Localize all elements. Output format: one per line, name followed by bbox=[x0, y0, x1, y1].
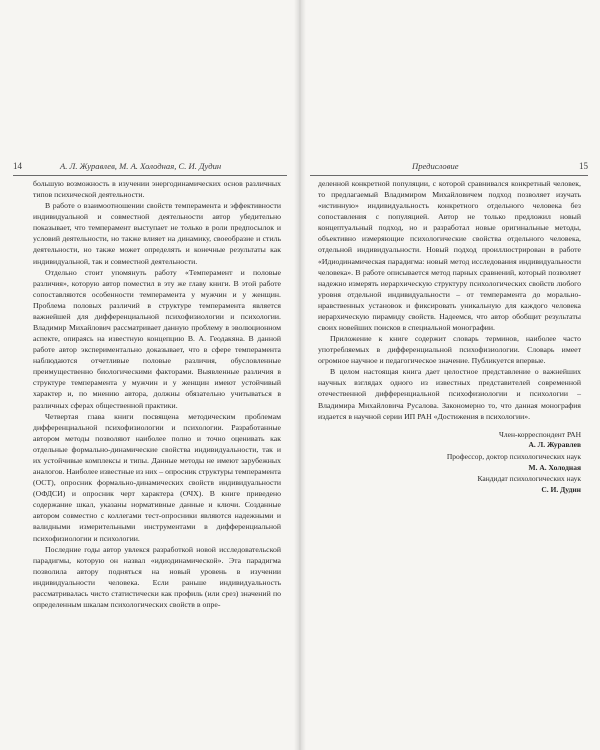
book-gutter-shadow bbox=[294, 0, 306, 750]
left-body-text bbox=[33, 178, 281, 610]
paragraph: Приложение к книге содержит словарь терминов, наиболее часто употребляемых в дифференциальной психофизиологии. Словарь имеет огромное научное и педагогическое значение. Публикуется впервые. bbox=[318, 334, 581, 366]
right-page bbox=[300, 0, 600, 750]
paragraph: Последние годы автор увлекся разработкой новой исследовательской парадигмы, которую он назвал «идиодинамической». Эта парадигма позволила автору подняться на новый уровень в изучении индивидуальности человека. Если раньше индивидуальность рассматривалась чисто статистически как профиль (или срез) значений по определенным шкалам психологических свойств в опре- bbox=[33, 544, 281, 609]
signature-block bbox=[318, 430, 581, 496]
left-header-rule bbox=[13, 175, 287, 176]
paragraph: Отдельно стоит упомянуть работу «Темперамент и половые различия», которую автор поместил в эту же главу книги. В этой работе сопоставляются особенности темперамента у мужчин и у женщин. Проблема половых различий в структуре темперамента является важнейшей для дифференциальной психофизиологии и психологии. Владимир Михайлович рассматривает данную проблему в эволюционном аспекте, опираясь на известную концепцию В. А. Геодакяна. В данной работе автор экспериментально доказывает, что в сфере темперамента наблюдаются отчетливые половые различия, обусловленные преимущественно биологическими факторами. Выявленные различия в структуре темперамента у мужчин и у женщин имеют устойчивый характер и, по мнению автора, должны обязательно учитываться в различных сферах общественной практики. bbox=[33, 267, 281, 410]
right-body-text bbox=[318, 178, 581, 496]
signature-name: М. А. Холодная bbox=[528, 462, 581, 472]
signature-role: Член-корреспондент РАН bbox=[499, 429, 581, 439]
paragraph: деленной конкретной популяции, с которой сравнивался конкретный человек, то предлагаемый Владимиром Михайловичем подход позволяет изучать «истинную» индивидуальность конкретного отдельного человека без сопоставления с популяцией. Автор не только предложил новый концептуальный подход, но и разработал новые оригинальные методы, объективно измеряющие психологические свойства отдельного человека, отдельной индивидуальности. Новый подход проиллюстрирован в работе «Идиодинамическая парадигма: новый метод исследования индивидуальности человека». В работе описывается метод парных сравнений, который позволяет надежно измерять иерархическую структуру психологических свойств любого уровня отдельной индивидуальности – от темперамента до морально-нравственных установок и фиксировать уникальную для каждого человека иерархическую пирамиду свойств. Надеемся, что автор обобщит результаты своих новейших поисков в специальной монографии. bbox=[318, 179, 581, 333]
signature-name: С. И. Дудин bbox=[541, 484, 581, 494]
right-header-section: Предисловие bbox=[412, 161, 459, 171]
signature-name: А. Л. Журавлев bbox=[528, 440, 581, 450]
signature-role: Профессор, доктор психологических наук bbox=[446, 451, 581, 461]
right-page-number: 15 bbox=[579, 161, 588, 171]
left-page-number: 14 bbox=[13, 161, 22, 171]
paragraph: большую возможность в изучении энергодинамических основ различных типов психической деятельности. bbox=[33, 179, 281, 200]
paragraph: Четвертая глава книги посвящена методическим проблемам дифференциальной психофизиологии и психологии. Разработанные автором методы позволяют наиболее полно и точно оценивать как отдельные формально-динамические свойства индивидуальности, так и их устойчивые комплексы и типы. Данные методы не имеют зарубежных аналогов. Наиболее известные из них – опросник структуры темперамента (ОСТ), опросник формально-динамических свойств индивидуальности (ОФДСИ) и опросник черт характера (ОЧХ). В книге приведено содержание шкал, указаны нормативные данные и ключи. Созданные автором совместно с коллегами тест-опросники являются надежными и валидными измерительными инструментами в дифференциальной психофизиологии и психологии. bbox=[33, 411, 281, 543]
right-header-rule bbox=[310, 175, 588, 176]
left-header-authors: А. Л. Журавлев, М. А. Холодная, С. И. Дудин bbox=[60, 161, 222, 171]
paragraph: В работе о взаимоотношении свойств темперамента и эффективности индивидуальной и совместной деятельности автор убедительно показывает, что темперамент выступает не только в роли предпосылок и условий деятельности, но также влияет на динамику, своеобразие и стиль деятельности, но также может определять и конечные результаты как индивидуальной, так и совместной деятельности. bbox=[33, 201, 281, 266]
signature-role: Кандидат психологических наук bbox=[477, 474, 581, 484]
paragraph: В целом настоящая книга дает целостное представление о важнейших научных взглядах одного из известных представителей современной отечественной дифференциальной психофизиологии и психологии – Владимира Михайловича Русалова. Закономерно то, что данная монография издается в научной серии ИП РАН «Достижения в психологии». bbox=[318, 367, 581, 421]
